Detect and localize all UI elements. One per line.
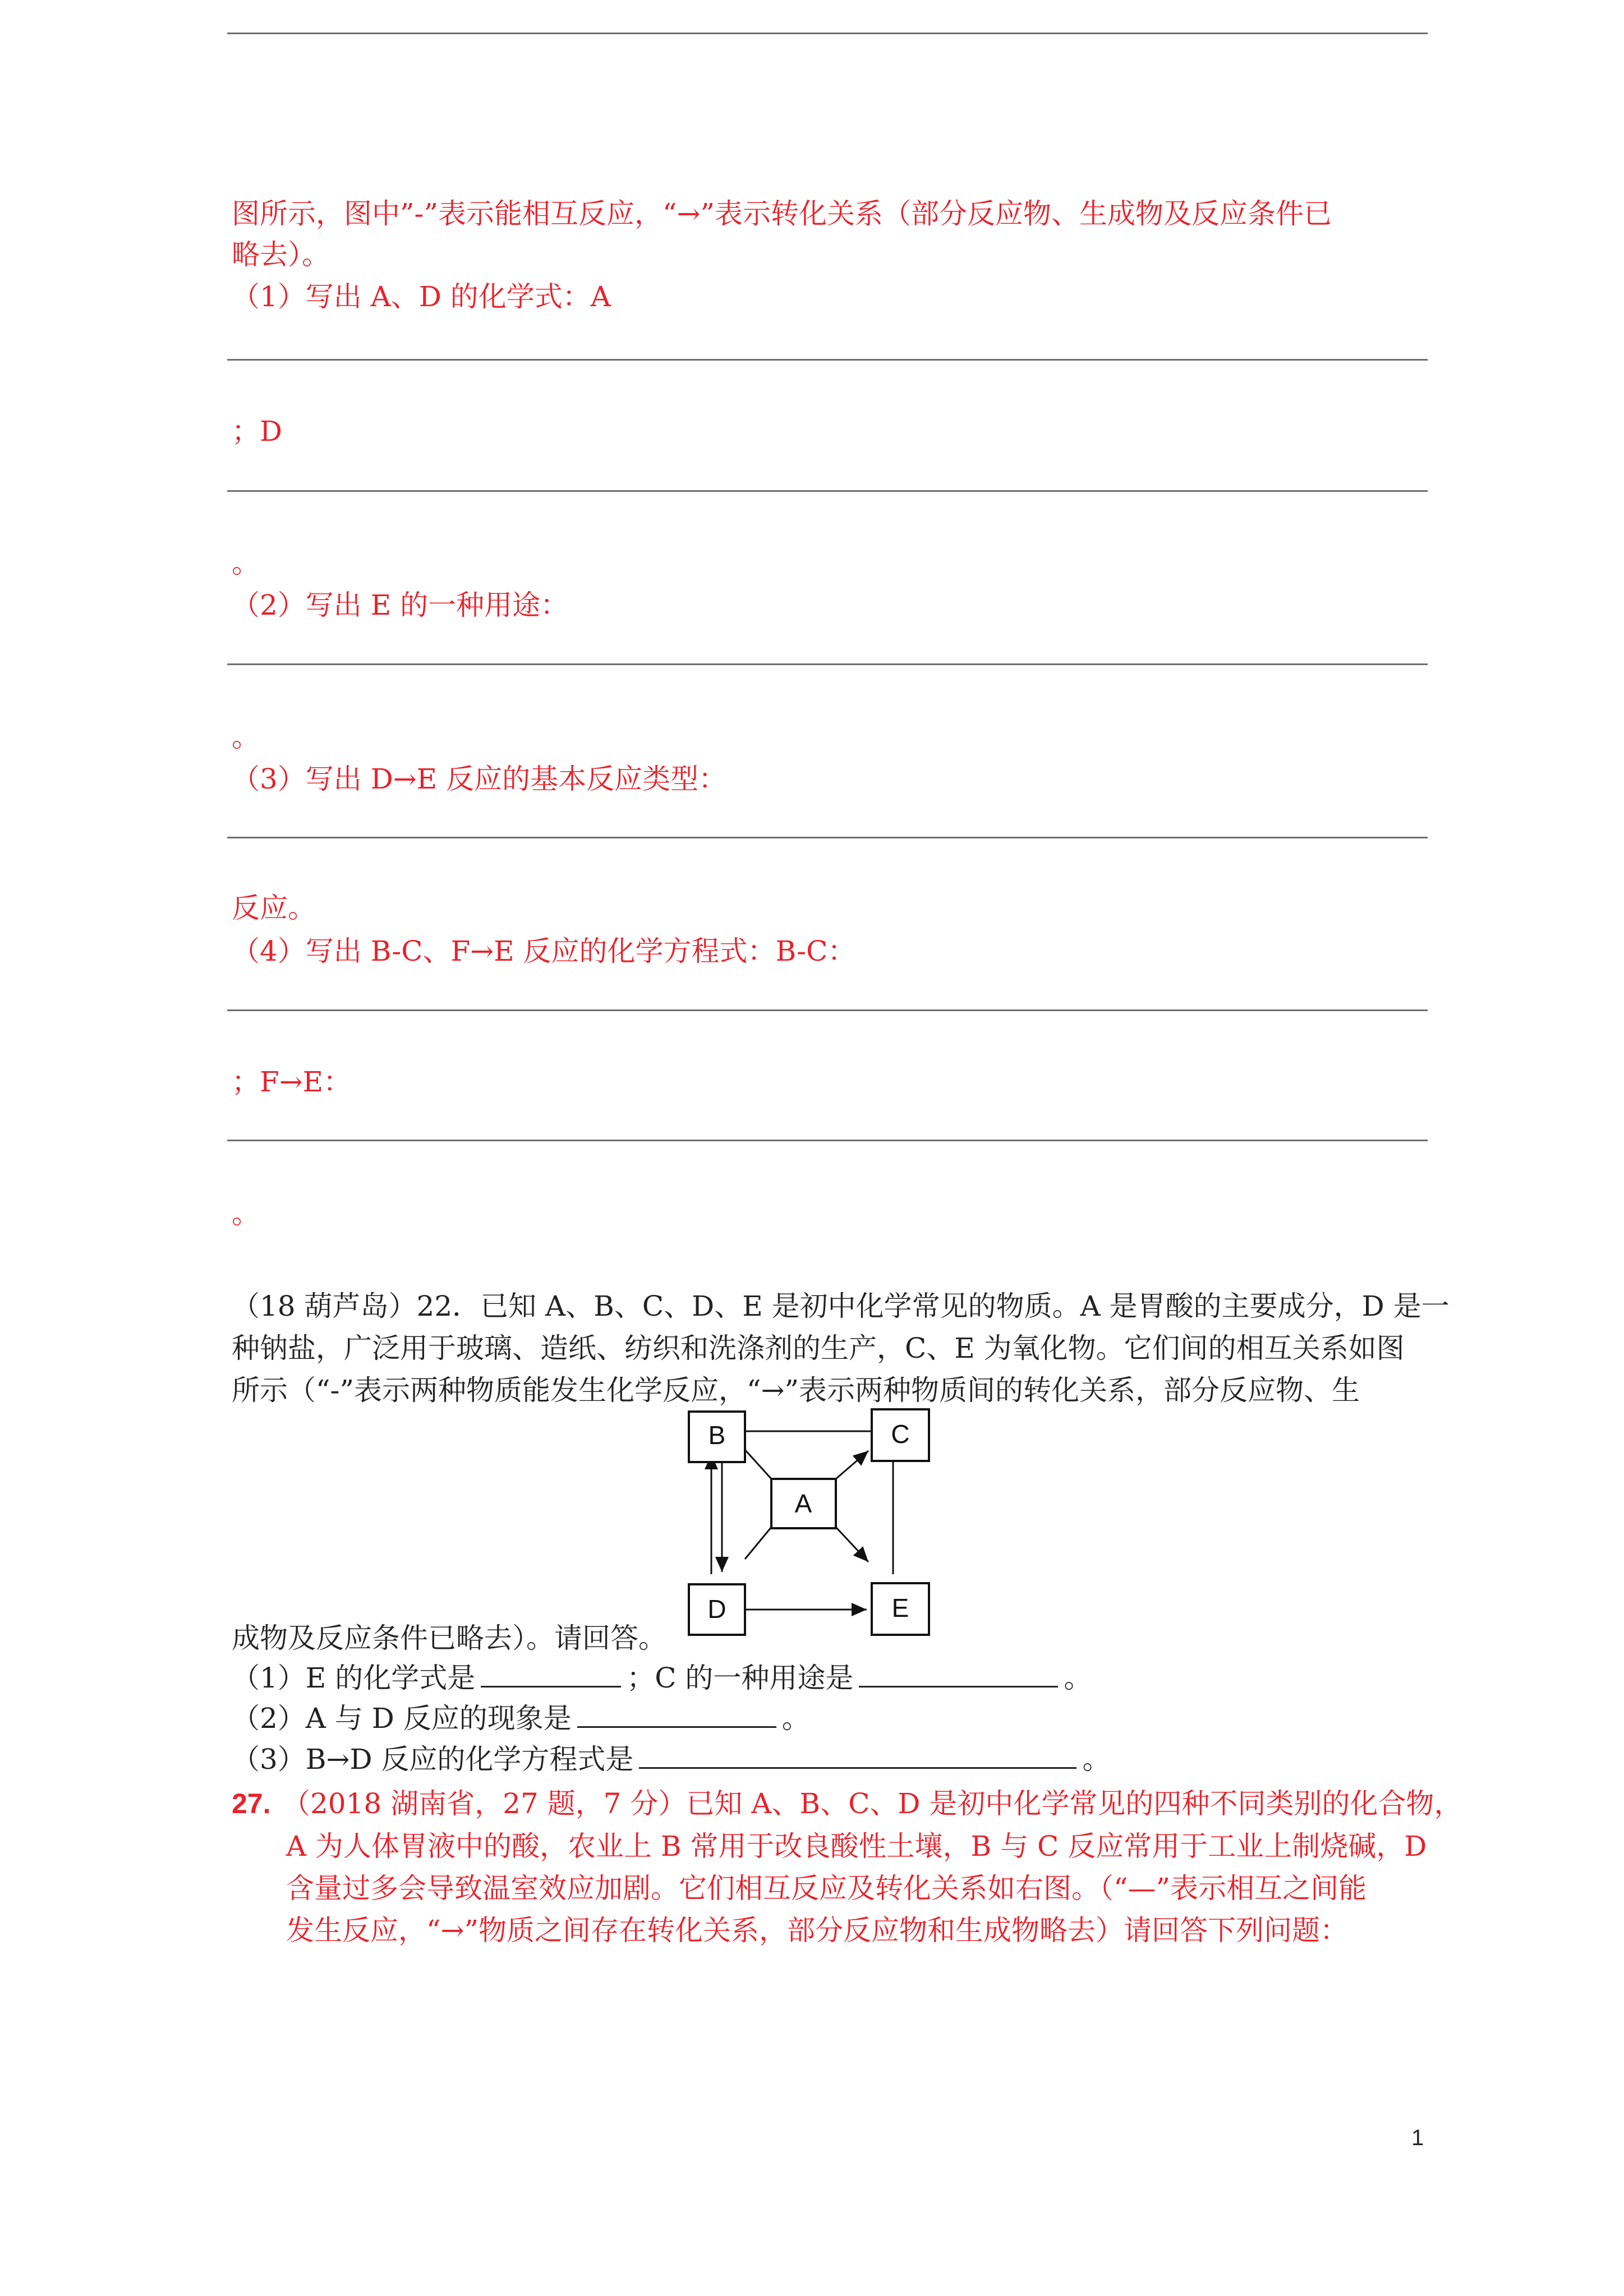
node-d (689, 1584, 745, 1635)
q-intro-line1: 图所示，图中”-”表示能相互反应，“→”表示转化关系（部分反应物、生成物及反应条件已 (232, 197, 1332, 230)
q22-sub2 (232, 1695, 810, 1740)
q22-sub3-a: （3）B→D 反应的化学方程式是 (232, 1743, 634, 1776)
q1-end-mark: 。 (232, 547, 260, 579)
header-rule (227, 33, 1428, 34)
q22-sub1-a: （1）E 的化学式是 (232, 1662, 476, 1694)
answer-blank-c-use[interactable] (859, 1654, 1058, 1688)
q22-sub3 (232, 1736, 1110, 1781)
edge-a-d (745, 1527, 771, 1559)
q22-line3: 所示（“-”表示两种物质能发生化学反应，“→”表示两种物质间的转化关系，部分反应物、生 (232, 1374, 1360, 1407)
q2-end-mark: 。 (232, 721, 260, 753)
q4-prompt: （4）写出 B-C、F→E 反应的化学方程式：B-C： (232, 935, 856, 967)
q1-prompt-d: ；D (232, 415, 283, 448)
node-c-label: C (891, 1419, 910, 1449)
q22-sub1-b: ；C 的一种用途是 (627, 1662, 854, 1694)
answer-line[interactable] (227, 837, 1428, 838)
node-b-label: B (708, 1421, 726, 1450)
answer-blank-e-formula[interactable] (481, 1654, 621, 1688)
answer-blank-b-d-equation[interactable] (639, 1736, 1076, 1769)
q4-end-mark: 。 (232, 1197, 260, 1230)
q-intro-line2: 略去）。 (232, 238, 330, 271)
q27-line2: A 为人体胃液中的酸，农业上 B 常用于改良酸性土壤，B 与 C 反应常用于工业上制烧碱，D (286, 1830, 1427, 1862)
q27-line1: （2018 湖南省，27 题，7 分）已知 A、B、C、D 是初中化学常见的四种不同类别的化合物， (282, 1787, 1462, 1820)
q22-sub1-end: 。 (1064, 1662, 1092, 1694)
q22-sub1 (232, 1654, 1092, 1700)
q22-line1: （18 葫芦岛）22．已知 A、B、C、D、E 是初中化学常见的物质。A 是胃酸的主要成分，D 是一 (232, 1290, 1450, 1322)
reaction-diagram (673, 1399, 942, 1646)
arrow-a-c (836, 1451, 868, 1479)
node-c (872, 1409, 929, 1461)
answer-line[interactable] (227, 490, 1428, 492)
q27-line3: 含量过多会导致温室效应加剧。它们相互反应及转化关系如右图。（“—”表示相互之间能 (286, 1872, 1367, 1905)
q4-prompt-fe: ；F→E： (232, 1066, 352, 1098)
node-b (689, 1412, 745, 1462)
node-e-label: E (891, 1593, 909, 1622)
node-a-label: A (794, 1489, 812, 1518)
answer-line[interactable] (227, 1009, 1428, 1011)
answer-line[interactable] (227, 1140, 1428, 1141)
q27-line4: 发生反应，“→”物质之间存在转化关系，部分反应物和生成物略去）请回答下列问题： (286, 1914, 1349, 1947)
q22-sub3-end: 。 (1082, 1743, 1111, 1776)
q22-line4: 成物及反应条件已略去）。请回答。 (232, 1622, 666, 1654)
node-e (872, 1583, 929, 1635)
answer-blank-a-d-phenomenon[interactable] (577, 1695, 776, 1728)
edge-b-a (745, 1450, 771, 1479)
q27-number: 27. (232, 1788, 271, 1819)
page-number: 1 (1411, 2126, 1424, 2150)
node-d-label: D (707, 1594, 726, 1624)
q3-prompt: （3）写出 D→E 反应的基本反应类型： (232, 763, 727, 795)
q22-sub2-a: （2）A 与 D 反应的现象是 (232, 1702, 572, 1735)
q1-prompt: （1）写出 A、D 的化学式：A (232, 280, 611, 313)
answer-line[interactable] (227, 663, 1428, 665)
q3-end: 反应。 (232, 892, 316, 924)
node-a (771, 1479, 836, 1528)
q2-prompt: （2）写出 E 的一种用途： (232, 589, 569, 621)
q22-line2: 种钠盐，广泛用于玻璃、造纸、纺织和洗涤剂的生产，C、E 为氧化物。它们间的相互关系如图 (232, 1332, 1405, 1364)
arrow-a-e (836, 1527, 868, 1562)
answer-line[interactable] (227, 359, 1428, 361)
q22-sub2-end: 。 (781, 1702, 810, 1735)
